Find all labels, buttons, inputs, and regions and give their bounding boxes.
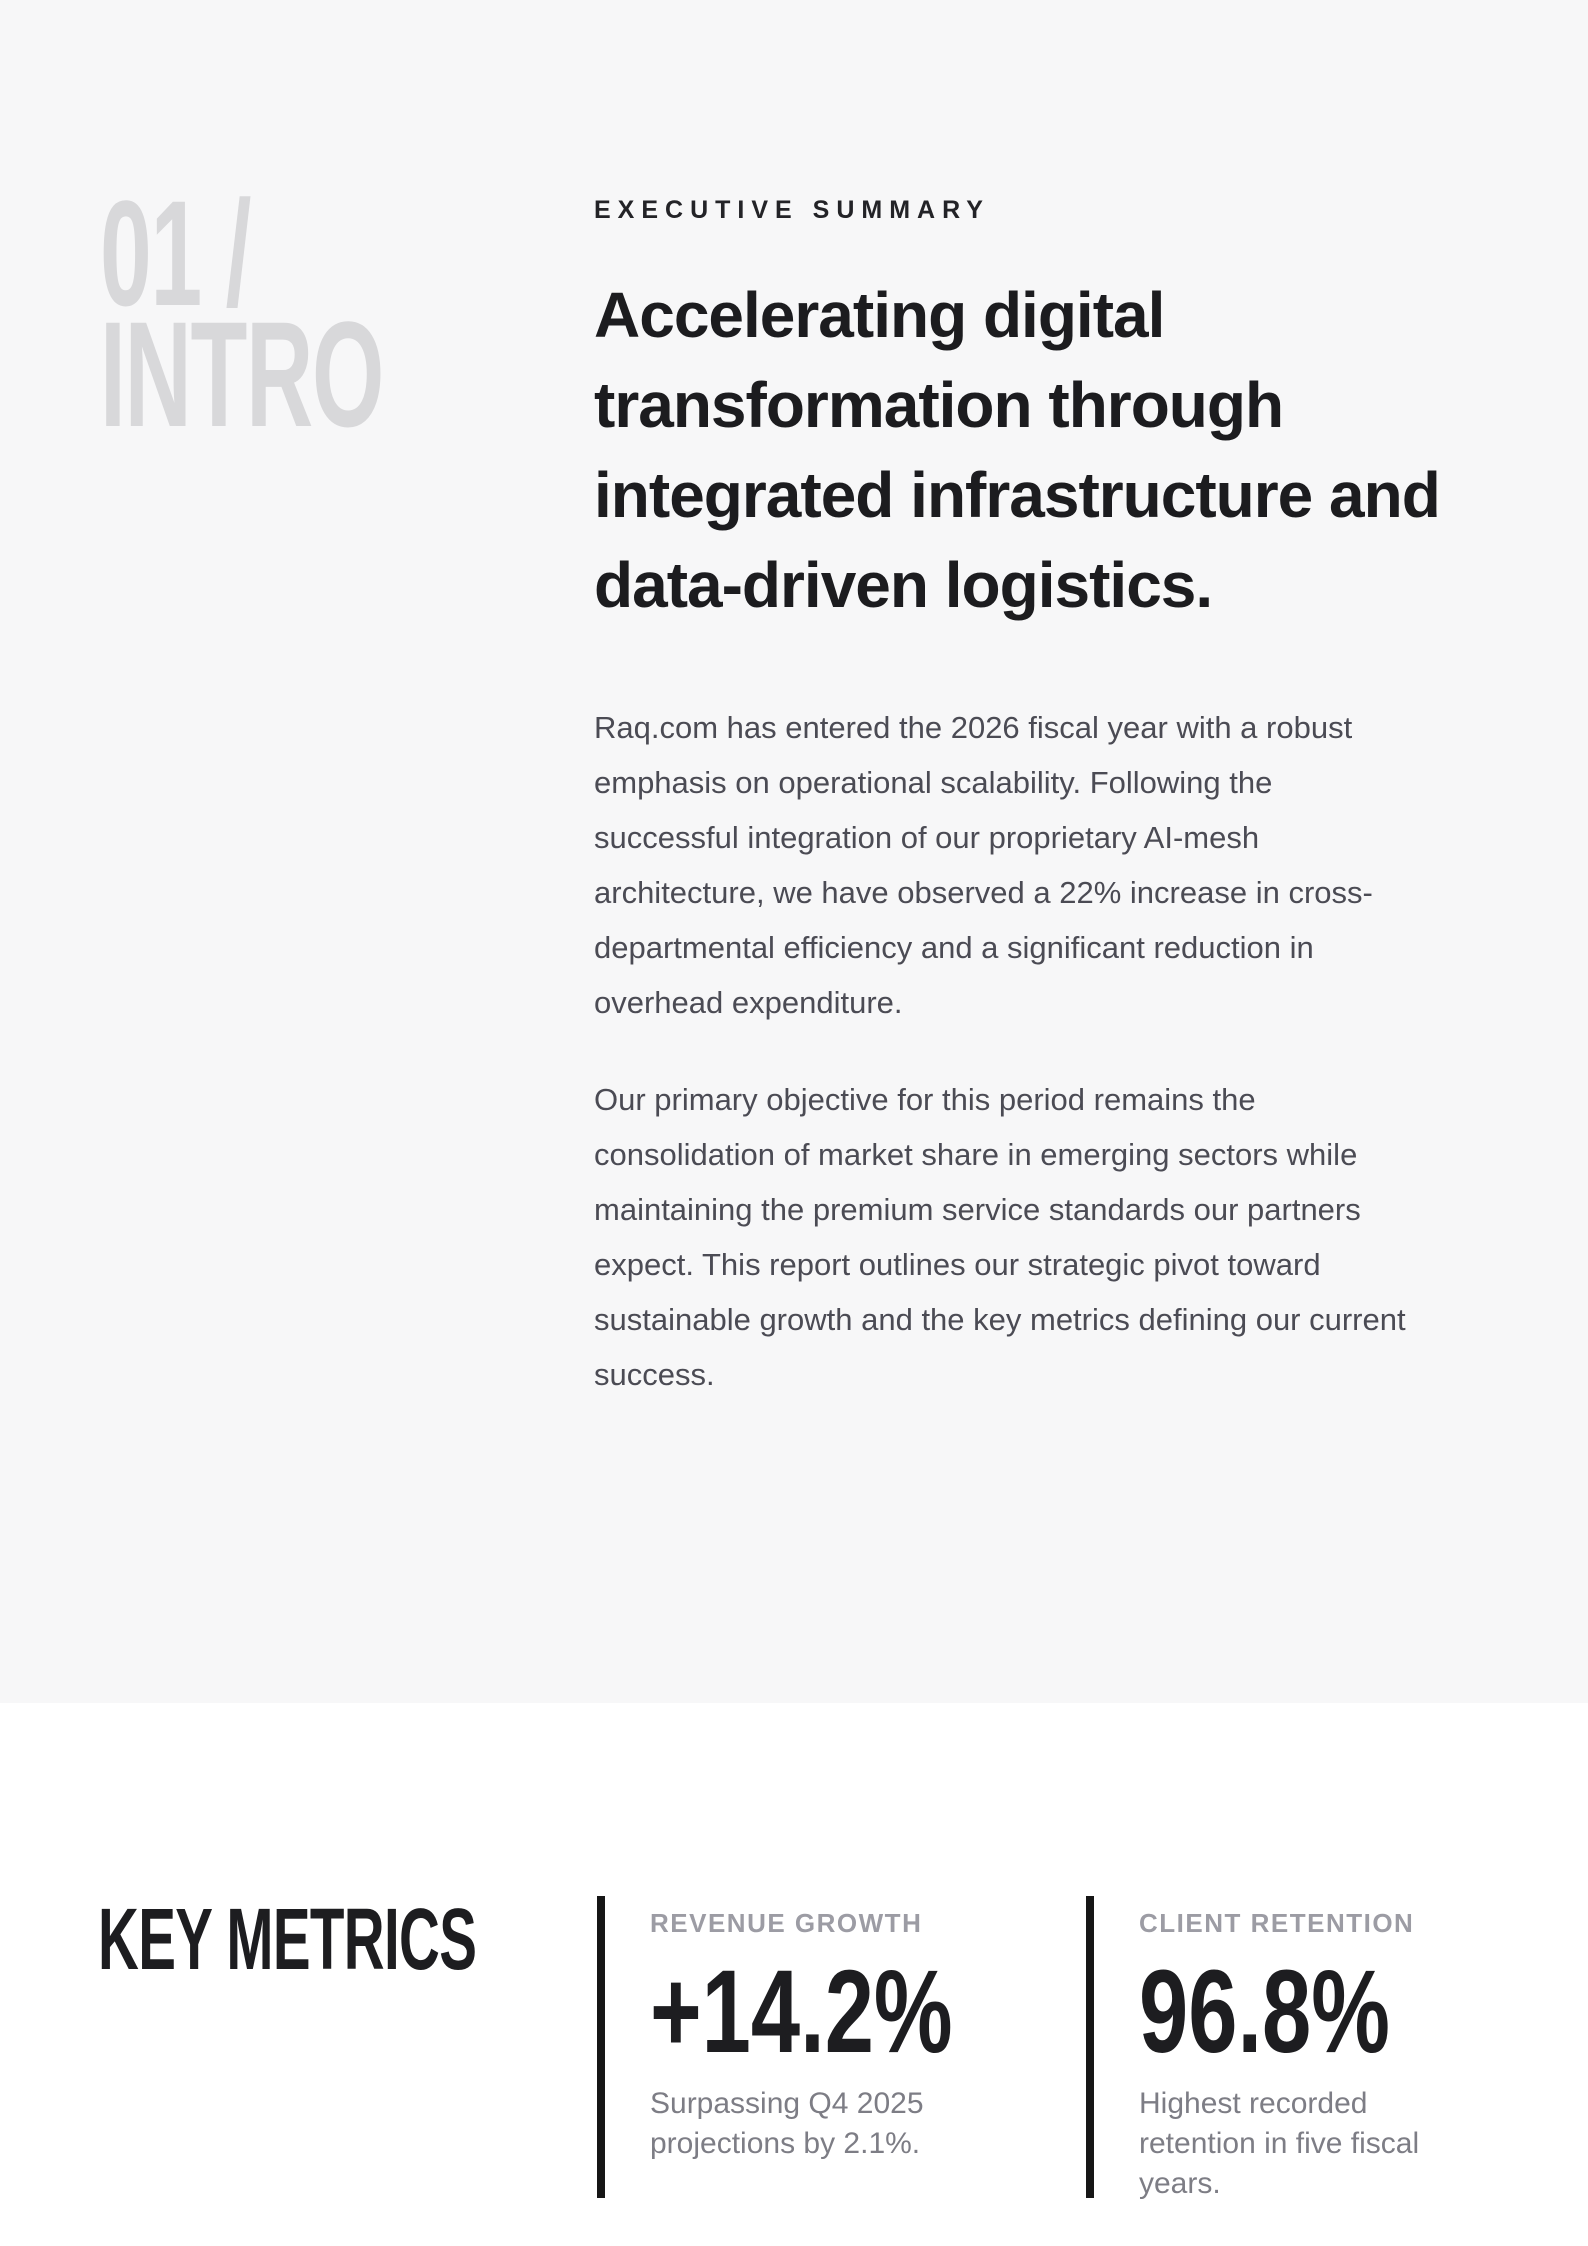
metric-value: +14.2% — [650, 1946, 953, 2078]
section-eyebrow: EXECUTIVE SUMMARY — [594, 196, 990, 224]
key-metrics-section — [0, 1703, 1588, 2246]
chapter-number: 01 / — [100, 169, 251, 337]
metric-label: REVENUE GROWTH — [650, 1908, 923, 1938]
metric-revenue-growth — [597, 1896, 1017, 2198]
intro-paragraph-1: Raq.com has entered the 2026 fiscal year with a robust emphasis on operational scalability. Following the successful integration of our proprietary AI-mesh architecture, we have observed a 22% increase in cross-departmental efficiency and a significant reduction in overhead expenditure. — [594, 710, 1373, 1020]
intro-content-column — [594, 195, 1474, 1402]
metric-label: CLIENT RETENTION — [1139, 1908, 1415, 1938]
metric-description: Surpassing Q4 2025 projections by 2.1%. — [650, 2087, 924, 2160]
metric-value: 96.8% — [1139, 1946, 1390, 2078]
metric-client-retention — [1086, 1896, 1506, 2198]
page-title: Accelerating digital transformation through integrated infrastructure and data-driven logistics. — [594, 279, 1440, 621]
metric-description: Highest recorded retention in five fiscal years. — [1139, 2087, 1420, 2200]
key-metrics-title: KEY METRICS — [98, 1891, 477, 1988]
intro-paragraph-2: Our primary objective for this period remains the consolidation of market share in emerging sectors while maintaining the premium service standards our partners expect. This report outlines our strategic pivot toward sustainable growth and the key metrics defining our current success. — [594, 1082, 1406, 1392]
chapter-watermark — [100, 169, 384, 458]
chapter-label: INTRO — [100, 290, 384, 458]
